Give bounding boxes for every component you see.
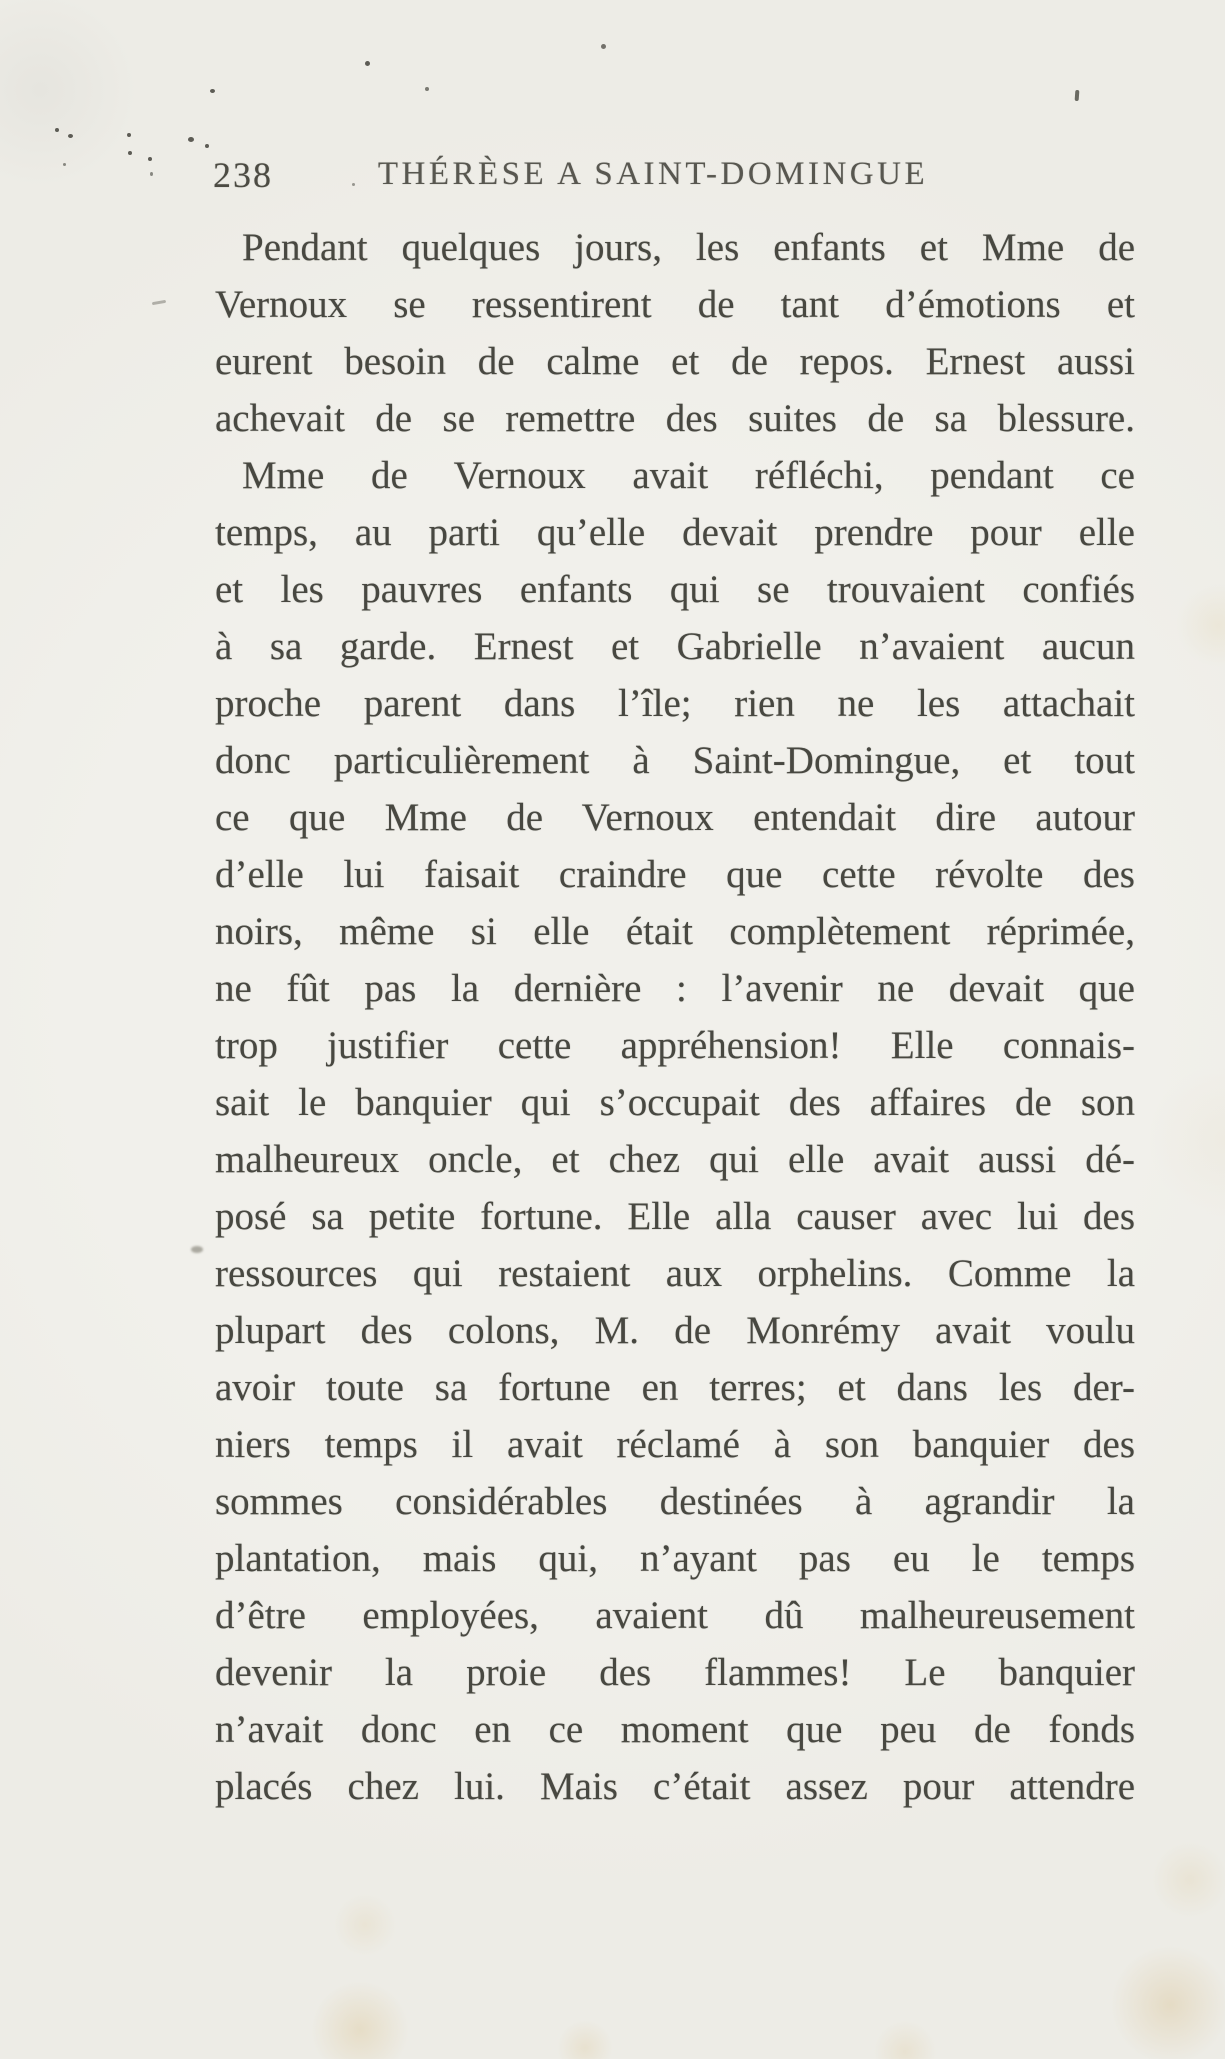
text-line: et les pauvres enfants qui se trouvaient confiés <box>215 568 1135 611</box>
ink-speck <box>150 172 153 176</box>
ink-speck <box>55 128 59 132</box>
text-line: achevait de se remettre des suites de sa blessure. <box>215 397 1135 440</box>
text-line: sommes considérables destinées à agrandir la <box>215 1480 1135 1523</box>
text-line: devenir la proie des flammes! Le banquier <box>215 1651 1135 1694</box>
ink-speck <box>127 133 131 137</box>
text-line: d’elle lui faisait craindre que cette révolte des <box>215 853 1135 896</box>
text-line: ne fût pas la dernière : l’avenir ne devait que <box>215 967 1135 1010</box>
ink-speck <box>188 137 194 142</box>
ink-speck <box>601 44 606 49</box>
text-line: noirs, même si elle était complètement réprimée, <box>215 910 1135 953</box>
text-line: d’être employées, avaient dû malheureusement <box>215 1594 1135 1637</box>
ink-speck <box>148 157 152 161</box>
text-line: placés chez lui. Mais c’était assez pour attendre <box>215 1765 1135 1808</box>
ink-speck <box>63 163 66 166</box>
text-line: ce que Mme de Vernoux entendait dire autour <box>215 796 1135 839</box>
ink-speck <box>68 134 73 138</box>
text-line: à sa garde. Ernest et Gabrielle n’avaient aucun <box>215 625 1135 668</box>
ink-speck <box>365 61 370 66</box>
ink-mark <box>152 300 166 305</box>
text-line: plantation, mais qui, n’ayant pas eu le temps <box>215 1537 1135 1580</box>
text-line: proche parent dans l’île; rien ne les attachait <box>215 682 1135 725</box>
text-line: donc particulièrement à Saint-Domingue, et tout <box>215 739 1135 782</box>
ink-smudge <box>191 1246 203 1253</box>
ink-mark <box>1075 90 1080 101</box>
text-line: malheureux oncle, et chez qui elle avait aussi dé- <box>215 1138 1135 1181</box>
page-text <box>215 219 1135 1815</box>
page-number: 238 <box>213 155 273 195</box>
text-line: plupart des colons, M. de Monrémy avait voulu <box>215 1309 1135 1352</box>
ink-speck <box>425 87 429 91</box>
text-line: trop justifier cette appréhension! Elle connais- <box>215 1024 1135 1067</box>
text-line: Mme de Vernoux avait réfléchi, pendant ce <box>242 454 1135 497</box>
ink-speck <box>352 183 355 186</box>
text-line: Vernoux se ressentirent de tant d’émotions et <box>215 283 1135 326</box>
text-line: n’avait donc en ce moment que peu de fonds <box>215 1708 1135 1751</box>
text-line: sait le banquier qui s’occupait des affaires de son <box>215 1081 1135 1124</box>
text-line: posé sa petite fortune. Elle alla causer avec lui des <box>215 1195 1135 1238</box>
text-line: avoir toute sa fortune en terres; et dans les der- <box>215 1366 1135 1409</box>
text-line: ressources qui restaient aux orphelins. Comme la <box>215 1252 1135 1295</box>
page-header <box>215 152 1135 196</box>
running-title: THÉRÈSE A SAINT-DOMINGUE <box>377 156 929 192</box>
text-line: niers temps il avait réclamé à son banquier des <box>215 1423 1135 1466</box>
ink-speck <box>210 89 215 93</box>
text-line: eurent besoin de calme et de repos. Ernest aussi <box>215 340 1135 383</box>
text-line: temps, au parti qu’elle devait prendre pour elle <box>215 511 1135 554</box>
text-line: Pendant quelques jours, les enfants et Mme de <box>242 226 1135 269</box>
ink-speck <box>128 151 132 155</box>
ink-speck <box>205 144 209 148</box>
